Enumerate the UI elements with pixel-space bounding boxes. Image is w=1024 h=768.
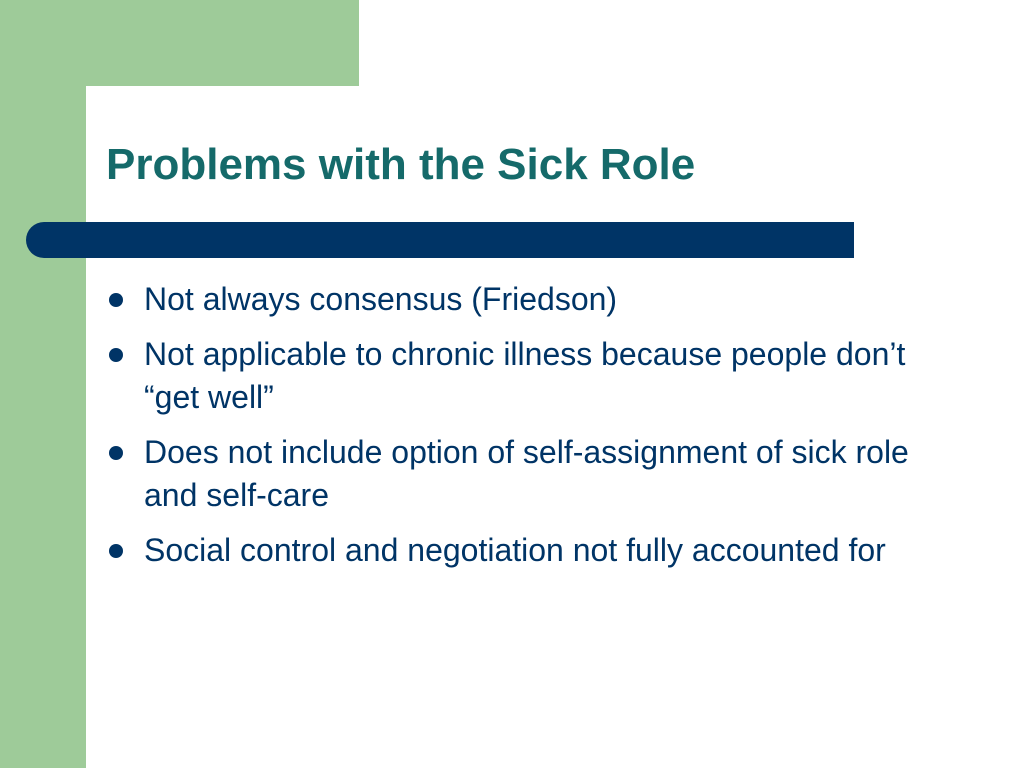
bullet-item	[106, 333, 966, 419]
bullet-icon	[109, 446, 123, 460]
bullet-item	[106, 278, 966, 321]
bullet-icon	[109, 293, 123, 307]
bullet-item	[106, 431, 966, 517]
bullet-icon	[109, 348, 123, 362]
bullet-text: Does not include option of self-assignment of sick role and self-care	[144, 434, 909, 513]
bullet-text: Not always consensus (Friedson)	[144, 281, 618, 317]
bullet-item	[106, 529, 966, 572]
green-top-band	[0, 0, 359, 86]
bullet-icon	[109, 544, 123, 558]
slide-title: Problems with the Sick Role	[106, 140, 696, 189]
bullet-list	[106, 278, 966, 584]
green-side-band	[0, 0, 86, 768]
title-underline-bar	[26, 222, 854, 258]
bullet-text: Social control and negotiation not fully accounted for	[144, 532, 886, 568]
bullet-text: Not applicable to chronic illness because people don’t “get well”	[144, 336, 906, 415]
